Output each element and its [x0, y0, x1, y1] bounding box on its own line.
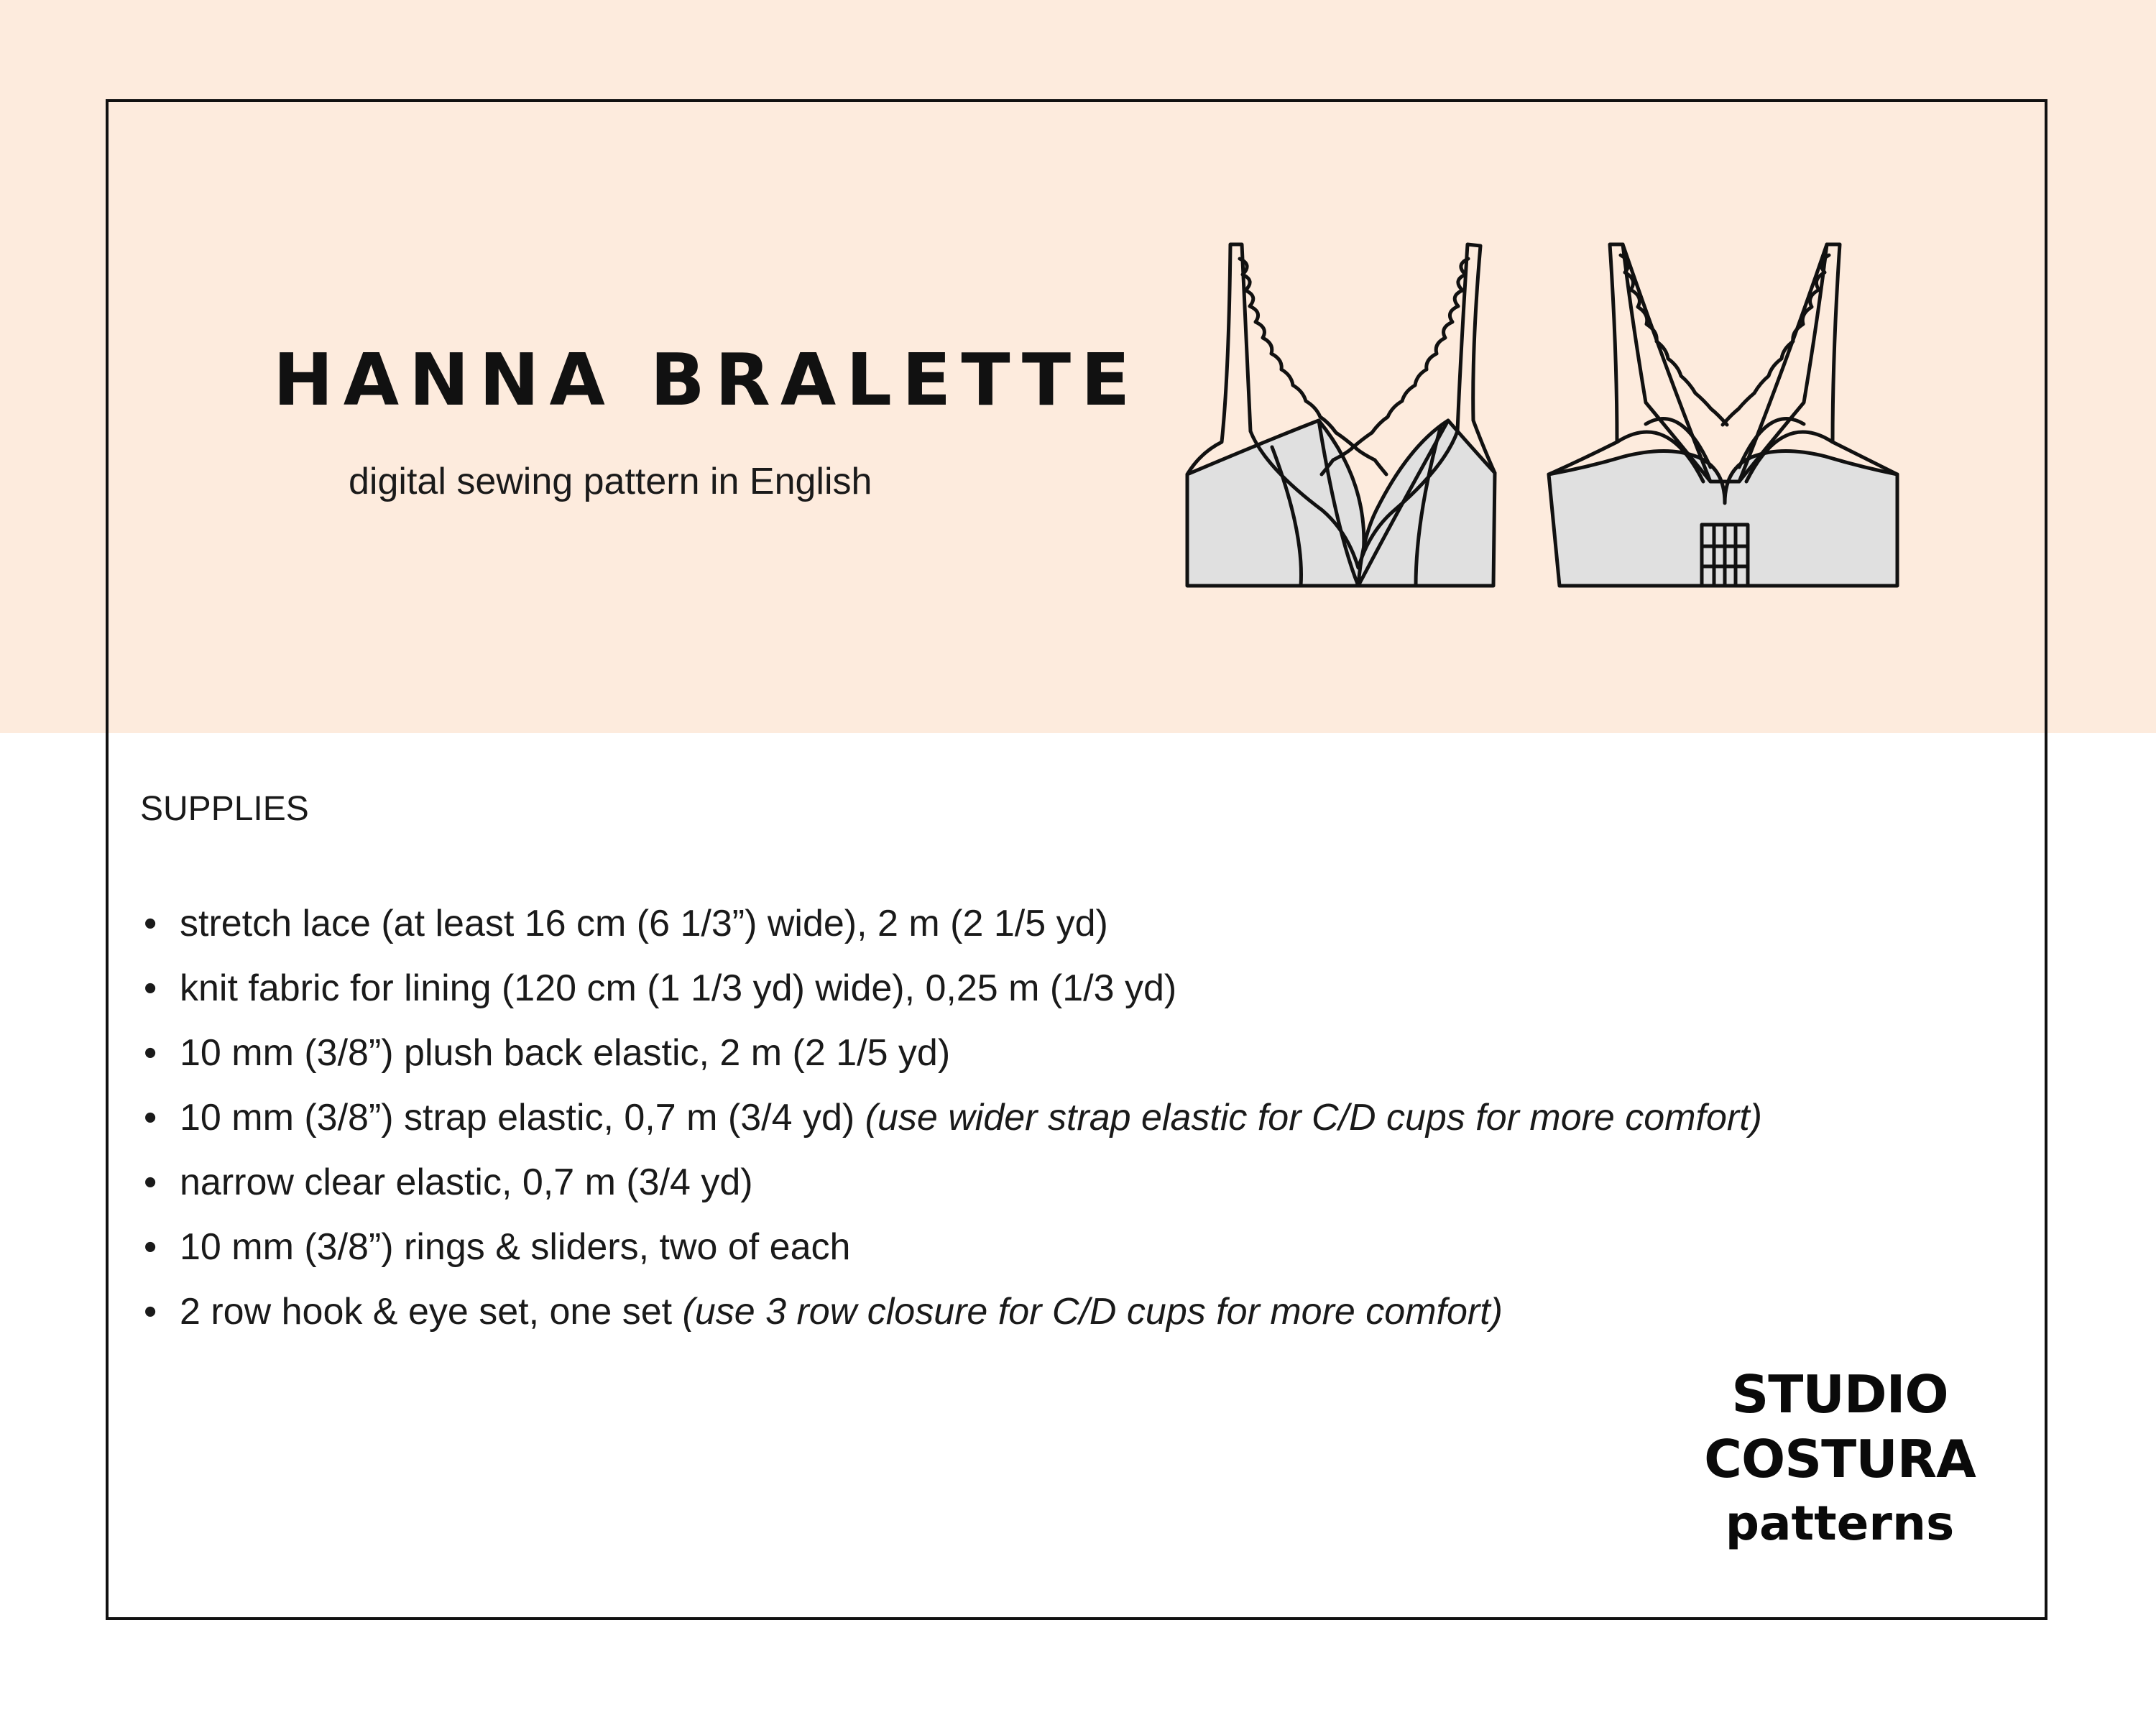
- supply-item: • narrow clear elastic, 0,7 m (3/4 yd): [144, 1162, 753, 1203]
- pattern-subtitle: digital sewing pattern in English: [349, 461, 872, 502]
- bralette-front-view: [1187, 244, 1495, 586]
- supply-item: • 10 mm (3/8”) plush back elastic, 2 m (2 1/5 yd): [144, 1032, 951, 1074]
- logo-line-studio: STUDIO: [1731, 1364, 1948, 1425]
- supply-item: • 2 row hook & eye set, one set (use 3 row closure for C/D cups for more comfort): [144, 1291, 1503, 1333]
- supply-item: • knit fabric for lining (120 cm (1 1/3 yd) wide), 0,25 m (1/3 yd): [144, 967, 1177, 1009]
- supply-item: • 10 mm (3/8”) strap elastic, 0,7 m (3/4 yd) (use wider strap elastic for C/D cups for more comfort): [144, 1097, 1762, 1138]
- studio-costura-logo: [1682, 1362, 1998, 1556]
- bralette-back-view: [1549, 244, 1897, 586]
- supplies-heading: SUPPLIES: [140, 790, 309, 828]
- logo-line-costura: COSTURA: [1704, 1429, 1976, 1489]
- supply-item: • 10 mm (3/8”) rings & sliders, two of each: [144, 1226, 851, 1268]
- logo-line-patterns: patterns: [1725, 1496, 1955, 1551]
- supply-item: • stretch lace (at least 16 cm (6 1/3”) wide), 2 m (2 1/5 yd): [144, 903, 1108, 944]
- supplies-list: [140, 891, 1762, 1344]
- bralette-illustration-icon: [1179, 230, 1904, 604]
- pattern-title: HANNA BRALETTE: [273, 338, 1141, 422]
